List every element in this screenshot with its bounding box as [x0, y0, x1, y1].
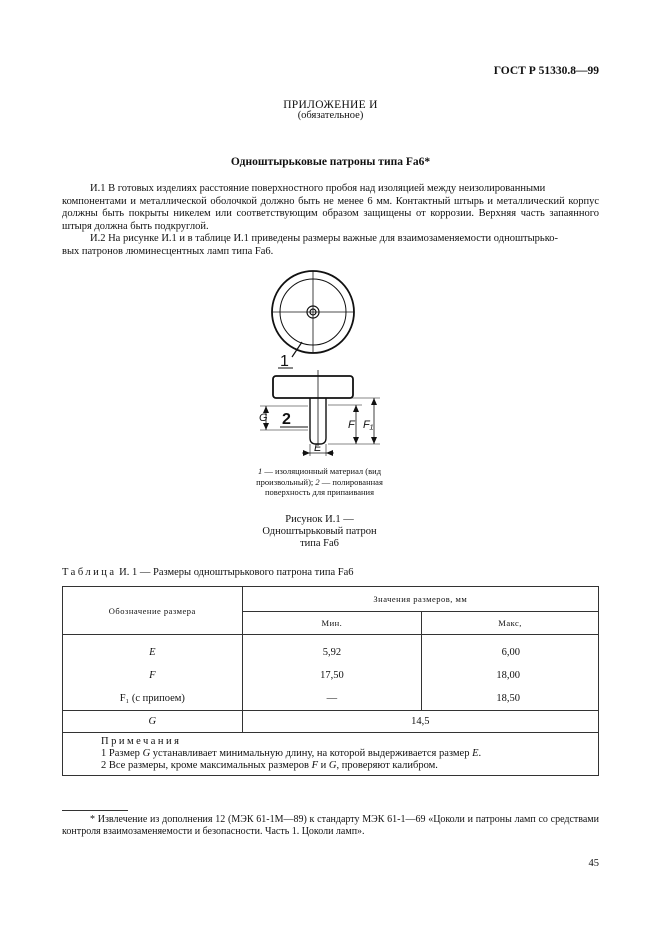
dimensions-table	[62, 586, 599, 776]
legend-text-1: — изоляционный материал (вид произвольный);	[256, 466, 382, 487]
dim-label-g: G	[259, 412, 268, 424]
table-row-g	[63, 711, 599, 733]
annex-status: (обязательное)	[297, 110, 364, 121]
table-notes	[63, 733, 599, 776]
table-caption-text: И. 1 — Размеры одноштырькового патрона типа Fa6	[116, 567, 354, 578]
label-2: 2	[282, 411, 291, 428]
notes-title: Примечания	[101, 736, 182, 747]
max-cell	[422, 635, 599, 711]
legend-number-2: 2	[315, 476, 320, 487]
note-2: 2 Все размеры, кроме максимальных размеров F и G, проверяют калибром.	[101, 760, 438, 771]
row-f-max: 18,00	[496, 670, 520, 681]
table-body-row	[63, 635, 599, 711]
legend-number-1: 1	[257, 466, 263, 476]
paragraph-2	[62, 233, 599, 258]
footnote-divider	[62, 810, 128, 811]
header-max: Макс,	[422, 612, 599, 635]
annex-title: ПРИЛОЖЕНИЕ И	[283, 99, 378, 111]
table-caption	[62, 567, 354, 578]
row-f-min: 17,50	[320, 670, 344, 681]
top-view	[272, 271, 354, 357]
note-1: 1 Размер G устанавливает минимальную длину, на которой выдерживается размер E.	[101, 748, 482, 759]
designation-cell	[63, 635, 243, 711]
row-g-value: 14,5	[242, 711, 598, 733]
figure-legend	[252, 466, 387, 498]
row-f1-name: F₁ (с припоем)	[119, 693, 185, 704]
page-number: 45	[588, 858, 599, 869]
label-1: 1	[280, 353, 289, 370]
socket-drawing	[240, 268, 400, 463]
row-f1-max: 18,50	[496, 693, 520, 704]
min-cell	[242, 635, 422, 711]
dim-label-e: E	[314, 442, 322, 454]
paragraph-1	[62, 183, 599, 233]
row-f1-min: —	[326, 693, 338, 704]
figure-caption: Рисунок И.1 — Одноштырьковый патрон типа Fa6	[262, 514, 377, 549]
dim-label-f1: F₁	[363, 419, 374, 431]
row-e-min: 5,92	[322, 647, 342, 658]
paragraph-1-first-line: И.1 В готовых изделиях расстояние поверхностного пробоя над изоляцией между неизолированными	[90, 183, 546, 194]
socket-body	[273, 376, 353, 398]
leader-1	[292, 342, 302, 357]
table-caption-prefix: Таблица	[62, 567, 117, 578]
table-notes-row	[63, 733, 599, 776]
paragraph-2-rest: вых патронов люминесцентных ламп типа Fa6.	[62, 245, 274, 257]
paragraph-2-first-line: И.2 На рисунке И.1 и в таблице И.1 приведены размеры важные для взаимозаменяемости одноштырько-	[90, 233, 559, 244]
header-designation: Обозначение размера	[63, 587, 243, 635]
section-title: Одноштырьковые патроны типа Fa6*	[230, 156, 431, 168]
row-g-name: G	[63, 711, 243, 733]
paragraph-1-rest: компонентами и металлической оболочкой должно быть не менее 6 мм. Контактный штырь и металлический корпус должны быть покрыты никелем или соответствующим образом защищены от коррозии. Верхняя часть запаянного штыря должна быть подкруглой.	[62, 195, 599, 232]
header-min: Мин.	[242, 612, 422, 635]
row-e-name: E	[149, 647, 156, 658]
dim-label-f: F	[348, 419, 355, 431]
table-header-row	[63, 587, 599, 612]
row-f-name: F	[149, 670, 156, 681]
standard-number: ГОСТ Р 51330.8—99	[493, 65, 599, 77]
row-e-max: 6,00	[501, 647, 520, 658]
header-values: Значения размеров, мм	[242, 587, 598, 612]
footnote: * Извлечение из дополнения 12 (МЭК 61-1М—89) к стандарту МЭК 61-1—69 «Цоколи и патроны ламп со средствами контроля взаимозаменяемости и безопасности. Часть 1. Цоколи ламп».	[62, 814, 599, 837]
legend-text-2: — полированная поверхность для припаивания	[264, 476, 383, 497]
